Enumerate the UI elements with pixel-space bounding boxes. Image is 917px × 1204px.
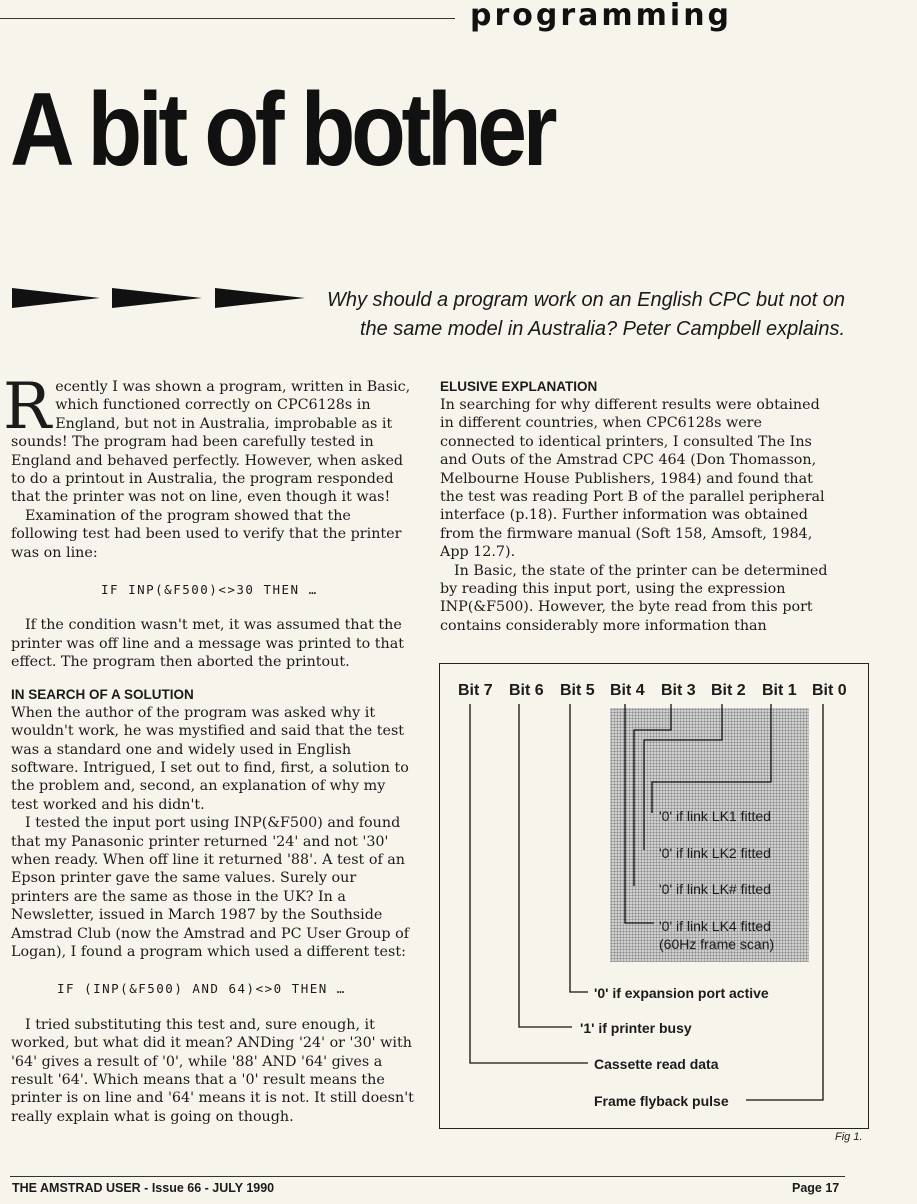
link-label: '0' if link LK2 fitted [659, 845, 771, 861]
figure-caption: Fig 1. [835, 1131, 863, 1143]
bit-label: Bit 3 [661, 682, 696, 699]
bit-description: '0' if expansion port active [594, 985, 769, 1001]
bit-label: Bit 6 [509, 682, 544, 699]
footer-rule [10, 1176, 845, 1177]
section-label: programming [470, 0, 733, 33]
subhead: ELUSIVE EXPLANATION [440, 379, 598, 394]
code-line: IF INP(&F500)<>30 THEN … [101, 582, 318, 598]
paragraph: In searching for why different results were obtained in different countries, when CPC6128s were connected to identical printers, I consulted The Ins and Outs of the Amstrad CPC 464 (Don Thomasson, Melbourne House Publishers, 1984) and found that the test was reading Port B of the parallel peripheral interface (p.18). Further information was obtained from the firmware manual (Soft 158, Amsoft, 1984, App 12.7). [440, 397, 825, 561]
subhead: IN SEARCH OF A SOLUTION [11, 686, 194, 702]
bit-label: Bit 7 [458, 682, 493, 699]
bit-description: Cassette read data [594, 1056, 719, 1072]
footer-issue: THE AMSTRAD USER - Issue 66 - JULY 1990 [12, 1181, 275, 1195]
link-label: '0' if link LK1 fitted [659, 808, 771, 824]
paragraph: If the condition wasn't met, it was assumed that the printer was off line and a message was printed to that effect. The program then aborted the printout. [11, 617, 404, 671]
paragraph: I tested the input port using INP(&F500) and found that my Panasonic printer returned '24' and not '30' when ready. When off line it returned '88'. A test of an Epson printer gave the same values. Surely our printers are the same as those in the UK? In a Newsletter, issued in March 1987 by the Southside Amstrad Club (now the Amstrad and PC User Group of Logan), I found a program which used a different test: [11, 815, 410, 960]
bit-label: Bit 1 [762, 682, 797, 699]
bit-description: '1' if printer busy [580, 1020, 692, 1036]
link-label: '0' if link LK# fitted [659, 881, 771, 897]
link-label: '0' if link LK4 fitted [659, 918, 771, 934]
bit-description: Frame flyback pulse [594, 1093, 729, 1109]
paragraph: When the author of the program was asked why it wouldn't work, he was mystified and said that the test was a standard one and widely used in English software. Intrigued, I set out to find, first, a solution to the problem and, second, an explanation of why my test worked and his didn't. [11, 704, 409, 813]
standfirst: Why should a program work on an English CPC but not on the same model in Australia? Peter Campbell explains. [326, 289, 845, 340]
page-number: Page 17 [792, 1181, 840, 1195]
paragraph: I tried substituting this test and, sure enough, it worked, but what did it mean? ANDing '24' or '30' with '64' gives a result of '0', while '88' AND '64' gives a result '64'. Which means that a '0' result means the printer is on line and '64' means it is not. It still doesn't really explain what is going on though. [11, 1016, 414, 1125]
bit-label: Bit 5 [560, 682, 595, 699]
bit-label: Bit 2 [711, 682, 746, 699]
paragraph: ecently I was shown a program, written in Basic, which functioned correctly on CPC6128s in England, but not in Australia, improbable as it sounds! The program had been carefully tested in England and behaved perfectly. However, when asked to do a printout in Australia, the program responded that the printer was not on line, even though it was! [11, 379, 411, 506]
link-label: (60Hz frame scan) [659, 936, 775, 952]
drop-cap: R [3, 370, 52, 444]
code-line: IF (INP(&F500) AND 64)<>0 THEN … [57, 981, 346, 997]
headline: A bit of bother [10, 72, 554, 188]
paragraph: Examination of the program showed that the following test had been used to verify that the printer was on line: [11, 507, 402, 561]
bit-label: Bit 0 [812, 682, 847, 699]
bit-label: Bit 4 [610, 682, 645, 699]
paragraph: In Basic, the state of the printer can be determined by reading this input port, using the expression INP(&F500). However, the byte read from this port contains considerably more information than [440, 562, 828, 634]
